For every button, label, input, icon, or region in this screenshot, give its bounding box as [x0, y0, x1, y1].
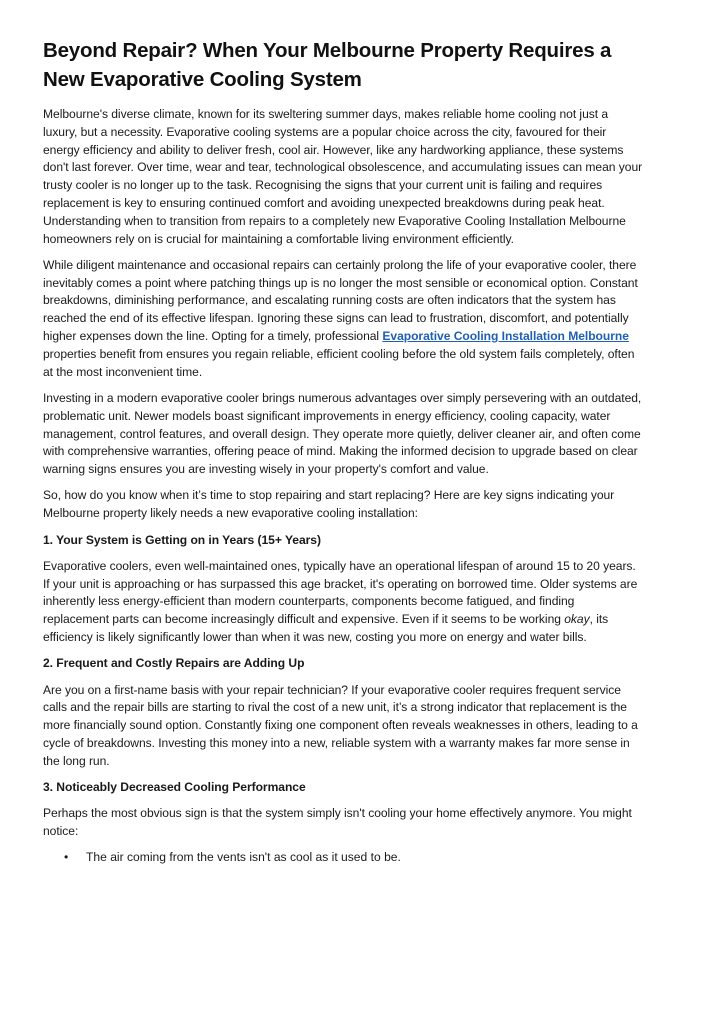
list-item — [64, 849, 643, 867]
page-title: Beyond Repair? When Your Melbourne Property Requires a New Evaporative Cooling System — [43, 39, 612, 91]
bullet-icon: • — [64, 850, 69, 865]
paragraph-age — [43, 558, 643, 647]
section-heading-performance: 3. Noticeably Decreased Cooling Performance — [43, 780, 306, 795]
paragraph-text: , its efficiency is likely significantly lower than when it was new, costing you more on energy and water bills. — [43, 612, 609, 645]
list-item-text: The air coming from the vents isn't as cool as it used to be. — [86, 850, 401, 865]
paragraph-performance: Perhaps the most obvious sign is that the system simply isn't cooling your home effectively anymore. You might notice: — [43, 806, 632, 839]
document-page — [43, 36, 643, 867]
evaporative-cooling-installation-link[interactable]: Evaporative Cooling Installation Melbourne — [382, 329, 629, 344]
paragraph-repairs: Are you on a first-name basis with your repair technician? If your evaporative cooler requires frequent service calls and the repair bills are starting to rival the cost of a new unit, it’s a strong indicator that replacement is the more financially sound option. Constantly fixing one component often reveals weaknesses in others, leading to a cycle of breakdowns. Investing this money into a new, reliable system with a warranty makes far more sense in the long run. — [43, 682, 638, 768]
section-heading-repairs: 2. Frequent and Costly Repairs are Adding Up — [43, 656, 305, 671]
paragraph-text: Evaporative coolers, even well-maintained ones, typically have an operational lifespan of around 15 to 20 years. If your unit is approaching or has surpassed this age bracket, it's operating on borrowed time. Older systems are inherently less energy-efficient than modern counterparts, components become fatigued, and finding replacement parts can become increasingly difficult and expensive. Even if it seems to be working — [43, 558, 638, 627]
section-heading-age: 1. Your System is Getting on in Years (15+ Years) — [43, 532, 321, 547]
intro-paragraph: Melbourne's diverse climate, known for its sweltering summer days, makes reliable home cooling not just a luxury, but a necessity. Evaporative cooling systems are a popular choice across the city, favoured for their energy efficiency and ability to deliver fresh, cool air. However, like any hardworking appliance, these systems don't last forever. Over time, wear and tear, technological obsolescence, and accumulating issues can mean your trusty cooler is no longer up to the task. Recognising the signs that your current unit is failing and requires replacement is key to ensuring continued comfort and avoiding unexpected breakdowns during peak heat. Understanding when to transition from repairs to a completely new Evaporative Cooling Installation Melbourne homeowners rely on is crucial for maintaining a comfortable living environment efficiently. — [43, 107, 643, 246]
paragraph-text: properties benefit from ensures you regain reliable, efficient cooling before the old system fails completely, often at the most inconvenient time. — [43, 346, 635, 379]
performance-bullet-list — [43, 849, 643, 867]
paragraph-signs-intro: So, how do you know when it’s time to stop repairing and start replacing? Here are key signs indicating your Melbourne property likely needs a new evaporative cooling installation: — [43, 488, 615, 521]
emphasis-text: okay — [564, 612, 590, 627]
paragraph-modern-advantages: Investing in a modern evaporative cooler brings numerous advantages over simply persevering with an outdated, problematic unit. Newer models boast significant improvements in energy efficiency, cooling capacity, water management, control features, and overall design. They operate more quietly, deliver cleaner air, and often come with comprehensive warranties, offering peace of mind. Making the informed decision to upgrade based on clear warning signs ensures you are investing wisely in your property's comfort and value. — [43, 390, 642, 477]
paragraph-text: While diligent maintenance and occasional repairs can certainly prolong the life of your evaporative cooler, there inevitably comes a point where patching things up is no longer the most sensible or economical option. Constant breakdowns, diminishing performance, and escalating running costs are often indicators that the system has reached the end of its effective lifespan. Ignoring these signs can lead to frustration, discomfort, and potentially higher expenses down the line. Opting for a timely, professional — [43, 257, 638, 344]
paragraph-repairs-vs-replace — [43, 257, 643, 382]
